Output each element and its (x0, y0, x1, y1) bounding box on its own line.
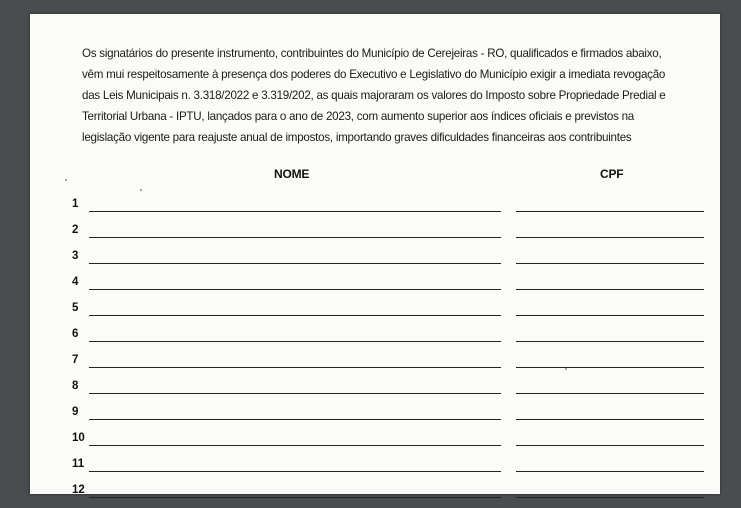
cpf-signature-line (516, 263, 704, 264)
paper-speck (140, 189, 142, 191)
row-number: 8 (72, 380, 79, 392)
cpf-signature-line (516, 211, 704, 212)
cpf-signature-line (516, 471, 704, 472)
row-number: 11 (72, 458, 85, 470)
cpf-signature-line (516, 497, 704, 498)
name-signature-line (89, 393, 501, 394)
name-signature-line (89, 367, 501, 368)
signature-row (30, 300, 720, 326)
row-number: 6 (72, 328, 79, 340)
paper-speck (565, 368, 567, 370)
signature-row (30, 222, 720, 248)
signature-rows (30, 196, 720, 508)
signature-row (30, 430, 720, 456)
cpf-signature-line (516, 445, 704, 446)
cpf-signature-line (516, 341, 704, 342)
signature-row (30, 352, 720, 378)
name-signature-line (89, 289, 501, 290)
signature-row (30, 326, 720, 352)
name-signature-line (89, 237, 501, 238)
signature-row (30, 248, 720, 274)
row-number: 2 (72, 224, 79, 236)
intro-line: legislação vigente para reajuste anual de impostos, importando graves dificuldades financeiras aos contribuintes (82, 131, 632, 144)
cpf-signature-line (516, 315, 704, 316)
signature-row (30, 274, 720, 300)
petition-intro-text (82, 43, 706, 148)
name-column-header: NOME (274, 167, 310, 181)
row-number: 12 (72, 484, 85, 496)
row-number: 1 (72, 198, 79, 210)
intro-line: vêm mui respeitosamente à presença dos poderes do Executivo e Legislativo do Município exigir a imediata revogação (82, 68, 666, 81)
cpf-signature-line (516, 367, 704, 368)
cpf-signature-line (516, 393, 704, 394)
signature-row (30, 378, 720, 404)
name-signature-line (89, 497, 501, 498)
petition-page (30, 14, 720, 494)
intro-line: Os signatários do presente instrumento, contribuintes do Município de Cerejeiras - RO, qualificados e firmados abaixo, (82, 47, 662, 60)
cpf-column-header: CPF (600, 167, 624, 181)
row-number: 3 (72, 250, 79, 262)
name-signature-line (89, 211, 501, 212)
cpf-signature-line (516, 419, 704, 420)
row-number: 10 (72, 432, 85, 444)
cpf-signature-line (516, 237, 704, 238)
signature-row (30, 196, 720, 222)
name-signature-line (89, 341, 501, 342)
row-number: 5 (72, 302, 79, 314)
row-number: 7 (72, 354, 79, 366)
signature-row (30, 456, 720, 482)
name-signature-line (89, 471, 501, 472)
signature-row (30, 404, 720, 430)
cpf-signature-line (516, 289, 704, 290)
paper-speck (65, 179, 67, 181)
name-signature-line (89, 419, 501, 420)
name-signature-line (89, 263, 501, 264)
intro-line: das Leis Municipais n. 3.318/2022 e 3.319/202, as quais majoraram os valores do Imposto sobre Propriedade Predial e (82, 89, 666, 102)
row-number: 9 (72, 406, 79, 418)
name-signature-line (89, 445, 501, 446)
intro-line: Territorial Urbana - IPTU, lançados para o ano de 2023, com aumento superior aos índices oficiais e previstos na (82, 110, 634, 123)
name-signature-line (89, 315, 501, 316)
row-number: 4 (72, 276, 79, 288)
